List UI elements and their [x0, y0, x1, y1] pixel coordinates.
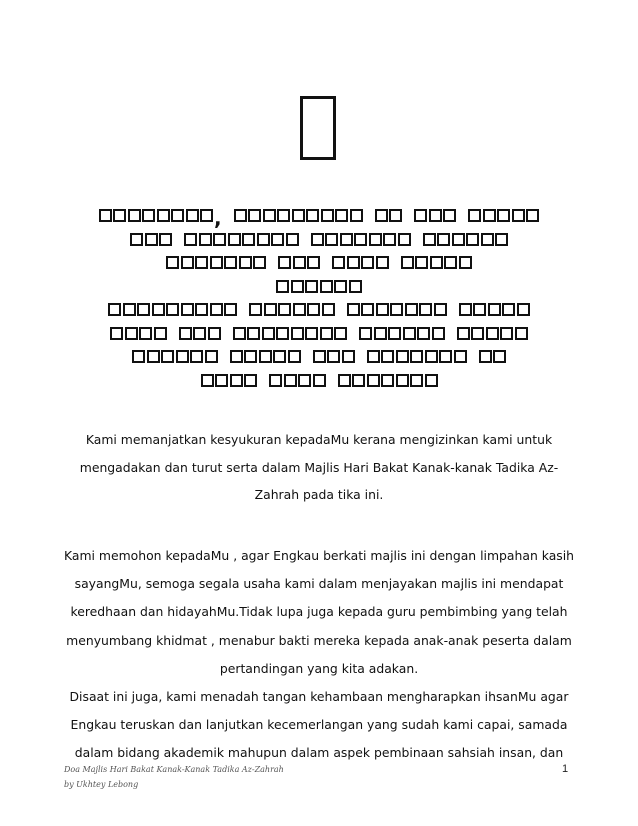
missing-glyph-box [137, 303, 150, 316]
missing-glyph-box [269, 374, 282, 387]
missing-glyph-box [483, 209, 496, 222]
missing-glyph-box [401, 256, 414, 269]
paragraph-prayer [62, 542, 576, 768]
unreadable-heading-line [60, 371, 578, 393]
missing-glyph-box [417, 327, 430, 340]
missing-glyph-box [157, 209, 170, 222]
missing-glyph-box [381, 374, 394, 387]
missing-glyph-box [210, 303, 223, 316]
missing-glyph-box [327, 350, 340, 363]
missing-glyph-box [228, 233, 241, 246]
missing-glyph-box [305, 327, 318, 340]
missing-glyph-box [125, 327, 138, 340]
missing-glyph-box [322, 303, 335, 316]
missing-glyph-box [320, 327, 333, 340]
unreadable-word [332, 253, 389, 275]
missing-glyph-box [108, 303, 121, 316]
unreadable-word [479, 347, 507, 369]
unreadable-word [269, 371, 326, 393]
missing-glyph-box [123, 303, 136, 316]
unreadable-word [130, 230, 172, 252]
missing-glyph-box [396, 350, 409, 363]
missing-glyph-box [389, 209, 402, 222]
paragraph-line: sayangMu, semoga segala usaha kami dalam menjayakan majlis ini mendapat [74, 576, 564, 592]
missing-glyph-box [376, 256, 389, 269]
missing-glyph-box [439, 350, 452, 363]
missing-glyph-box [113, 209, 126, 222]
paragraph-line: Disaat ini juga, kami menadah tangan kehambaan mengharapkan ihsanMu agar [69, 689, 569, 705]
missing-glyph-box [347, 256, 360, 269]
missing-glyph-box [239, 256, 252, 269]
unreadable-word [423, 230, 509, 252]
missing-glyph-box [284, 374, 297, 387]
missing-glyph-box [410, 374, 423, 387]
unreadable-word [468, 206, 539, 228]
missing-glyph-box [215, 374, 228, 387]
missing-glyph-box [334, 327, 347, 340]
missing-glyph-box [253, 256, 266, 269]
footer-author: by Ukhtey Lebong [64, 780, 139, 789]
missing-glyph-box [338, 374, 351, 387]
missing-glyph-box [350, 209, 363, 222]
missing-glyph-box [244, 374, 257, 387]
unreadable-word [375, 206, 403, 228]
missing-glyph-box [434, 303, 447, 316]
unreadable-word [401, 253, 472, 275]
missing-glyph-box [369, 233, 382, 246]
missing-glyph-box [244, 350, 257, 363]
missing-glyph-box [459, 256, 472, 269]
unreadable-word [132, 347, 218, 369]
missing-glyph-box [248, 209, 261, 222]
paragraph-gratitude [62, 426, 576, 509]
footer-title: Doa Majlis Hari Bakat Kanak-Kanak Tadika Az-Zahrah [64, 765, 284, 774]
missing-glyph-box [383, 233, 396, 246]
missing-glyph-box [479, 350, 492, 363]
missing-glyph-box [457, 327, 470, 340]
missing-glyph-box [264, 303, 277, 316]
missing-glyph-box [161, 350, 174, 363]
missing-glyph-box [471, 327, 484, 340]
missing-glyph-box [443, 209, 456, 222]
missing-glyph-box [278, 256, 291, 269]
missing-glyph-box [500, 327, 513, 340]
missing-glyph-box [179, 327, 192, 340]
missing-glyph-box [257, 233, 270, 246]
missing-glyph-box [361, 256, 374, 269]
missing-glyph-box [512, 209, 525, 222]
missing-glyph-box [230, 374, 243, 387]
missing-glyph-box [334, 280, 347, 293]
missing-glyph-box [213, 233, 226, 246]
missing-glyph-box [110, 327, 123, 340]
missing-glyph-box [375, 209, 388, 222]
footer-caption [64, 762, 364, 792]
missing-glyph-box [259, 350, 272, 363]
missing-glyph-box [515, 327, 528, 340]
missing-glyph-box [276, 327, 289, 340]
missing-glyph-box [432, 327, 445, 340]
missing-glyph-box [352, 374, 365, 387]
missing-glyph-box [390, 303, 403, 316]
missing-glyph-box [332, 256, 345, 269]
missing-glyph-box [99, 209, 112, 222]
missing-glyph-box [130, 233, 143, 246]
missing-glyph-box [367, 374, 380, 387]
unreadable-word [311, 230, 411, 252]
missing-glyph-box [340, 233, 353, 246]
unreadable-heading-line [60, 347, 578, 369]
paragraph-line: Engkau teruskan dan lanjutkan kecemerlangan yang sudah kami capai, samada [70, 717, 568, 733]
unreadable-word [201, 371, 258, 393]
unreadable-heading-line [60, 206, 578, 228]
unreadable-heading-line [60, 253, 578, 275]
missing-glyph-box [429, 209, 442, 222]
missing-glyph-box [468, 209, 481, 222]
missing-glyph-box [307, 303, 320, 316]
missing-glyph-box [425, 350, 438, 363]
unreadable-word [166, 253, 266, 275]
missing-glyph-box [298, 374, 311, 387]
missing-glyph-box [139, 327, 152, 340]
missing-glyph-box [481, 233, 494, 246]
missing-glyph-box [437, 233, 450, 246]
paragraph-line: keredhaan dan hidayahMu.Tidak lupa juga kepada guru pembimbing yang telah [70, 604, 568, 620]
missing-glyph-box [403, 327, 416, 340]
unreadable-word [184, 230, 299, 252]
missing-glyph-box [210, 256, 223, 269]
missing-glyph-box [184, 233, 197, 246]
paragraph-line: menyumbang khidmat , menabur bakti mereka kepada anak-anak peserta dalam [66, 632, 572, 648]
missing-glyph-box [242, 233, 255, 246]
missing-glyph-box [277, 209, 290, 222]
missing-glyph-box [201, 374, 214, 387]
missing-glyph-box [430, 256, 443, 269]
unreadable-word [276, 277, 362, 299]
unreadable-word [359, 324, 445, 346]
missing-glyph-box [276, 280, 289, 293]
missing-glyph-box [291, 327, 304, 340]
missing-glyph-box [423, 233, 436, 246]
unreadable-word [459, 300, 530, 322]
missing-glyph-box [247, 327, 260, 340]
unreadable-word [179, 324, 221, 346]
unreadable-word [110, 324, 167, 346]
missing-glyph-box [147, 350, 160, 363]
paragraph-line: dalam bidang akademik mahupun dalam aspek pembinaan sahsiah insan, dan [74, 745, 564, 761]
missing-glyph-box [473, 303, 486, 316]
missing-glyph-box [454, 350, 467, 363]
unreadable-word [457, 324, 528, 346]
missing-glyph-box [293, 303, 306, 316]
unreadable-word [249, 300, 335, 322]
missing-glyph-box [305, 280, 318, 293]
unreadable-word [233, 324, 348, 346]
missing-glyph-box [230, 350, 243, 363]
missing-glyph-box [486, 327, 499, 340]
unreadable-word [367, 347, 467, 369]
unreadable-word [278, 253, 320, 275]
missing-glyph-box [171, 209, 184, 222]
missing-glyph-box [190, 350, 203, 363]
missing-glyph-box [335, 209, 348, 222]
paragraph-line: Kami memohon kepadaMu , agar Engkau berkati majlis ini dengan limpahan kasih [63, 548, 575, 563]
missing-glyph-box [224, 256, 237, 269]
missing-glyph-box [361, 303, 374, 316]
missing-glyph-box [128, 209, 141, 222]
unreadable-heading-line [60, 277, 578, 299]
missing-glyph-box [311, 233, 324, 246]
missing-glyph-symbol [300, 96, 336, 160]
missing-glyph-box [497, 209, 510, 222]
missing-glyph-box [374, 327, 387, 340]
missing-glyph-box [425, 374, 438, 387]
missing-glyph-box [459, 303, 472, 316]
missing-glyph-box [224, 303, 237, 316]
unreadable-word [347, 300, 447, 322]
missing-glyph-box [286, 233, 299, 246]
missing-glyph-box [410, 350, 423, 363]
missing-glyph-box [159, 233, 172, 246]
missing-glyph-box [349, 280, 362, 293]
missing-glyph-box [306, 209, 319, 222]
unreadable-word [99, 206, 222, 228]
unreadable-word [108, 300, 237, 322]
missing-glyph-box [359, 327, 372, 340]
missing-glyph-box [321, 209, 334, 222]
missing-glyph-box [396, 374, 409, 387]
unreadable-word [234, 206, 363, 228]
missing-glyph-box [181, 303, 194, 316]
missing-glyph-box [234, 209, 247, 222]
missing-glyph-box [154, 327, 167, 340]
missing-glyph-box [388, 327, 401, 340]
missing-glyph-box [398, 233, 411, 246]
missing-glyph-box [320, 280, 333, 293]
missing-glyph-box [376, 303, 389, 316]
missing-glyph-box [195, 256, 208, 269]
missing-glyph-box [342, 350, 355, 363]
missing-glyph-box [186, 209, 199, 222]
missing-glyph-box [354, 233, 367, 246]
missing-glyph-box [200, 209, 213, 222]
missing-glyph-box [313, 350, 326, 363]
missing-glyph-box [444, 256, 457, 269]
missing-glyph-box [195, 303, 208, 316]
missing-glyph-box [233, 327, 246, 340]
missing-glyph-box [493, 350, 506, 363]
missing-glyph-box [249, 303, 262, 316]
missing-glyph-box [526, 209, 539, 222]
unreadable-heading-line [60, 300, 578, 322]
unreadable-word [414, 206, 456, 228]
unreadable-heading-line [60, 230, 578, 252]
missing-glyph-box [291, 280, 304, 293]
missing-glyph-box [132, 350, 145, 363]
missing-glyph-box [367, 350, 380, 363]
missing-glyph-box [293, 256, 306, 269]
missing-glyph-box [273, 350, 286, 363]
missing-glyph-box [176, 350, 189, 363]
missing-glyph-box [325, 233, 338, 246]
missing-glyph-box [307, 256, 320, 269]
unreadable-word [230, 347, 301, 369]
missing-glyph-box [381, 350, 394, 363]
missing-glyph-box [488, 303, 501, 316]
missing-glyph-box [419, 303, 432, 316]
missing-glyph-box [263, 209, 276, 222]
missing-glyph-box [292, 209, 305, 222]
missing-glyph-box [502, 303, 515, 316]
unreadable-word [338, 371, 438, 393]
unreadable-heading-line [60, 324, 578, 346]
paragraph-line: Zahrah pada tika ini. [254, 487, 384, 502]
missing-glyph-box [517, 303, 530, 316]
missing-glyph-box [193, 327, 206, 340]
missing-glyph-box [466, 233, 479, 246]
unreadable-word [313, 347, 355, 369]
missing-glyph-box [313, 374, 326, 387]
missing-glyph-box [199, 233, 212, 246]
missing-glyph-box [405, 303, 418, 316]
paragraph-line: pertandingan yang kita adakan. [219, 660, 419, 676]
missing-glyph-box [145, 233, 158, 246]
missing-glyph-box [288, 350, 301, 363]
missing-glyph-box [205, 350, 218, 363]
missing-glyph-box [452, 233, 465, 246]
missing-glyph-box [208, 327, 221, 340]
missing-glyph-box [166, 303, 179, 316]
missing-glyph-box [152, 303, 165, 316]
missing-glyph-box [415, 256, 428, 269]
missing-glyph-box [347, 303, 360, 316]
missing-glyph-box [142, 209, 155, 222]
page-number: 1 [562, 763, 569, 775]
missing-glyph-box [166, 256, 179, 269]
missing-glyph-box [495, 233, 508, 246]
missing-glyph-box [181, 256, 194, 269]
missing-glyph-box [414, 209, 427, 222]
heading-comma: , [213, 206, 222, 230]
paragraph-line: Kami memanjatkan kesyukuran kepadaMu kerana mengizinkan kami untuk [85, 432, 553, 447]
paragraph-line: mengadakan dan turut serta dalam Majlis Hari Bakat Kanak-kanak Tadika Az- [79, 459, 559, 475]
missing-glyph-box [271, 233, 284, 246]
unreadable-heading [60, 206, 578, 394]
missing-glyph-box [262, 327, 275, 340]
missing-glyph-box [278, 303, 291, 316]
